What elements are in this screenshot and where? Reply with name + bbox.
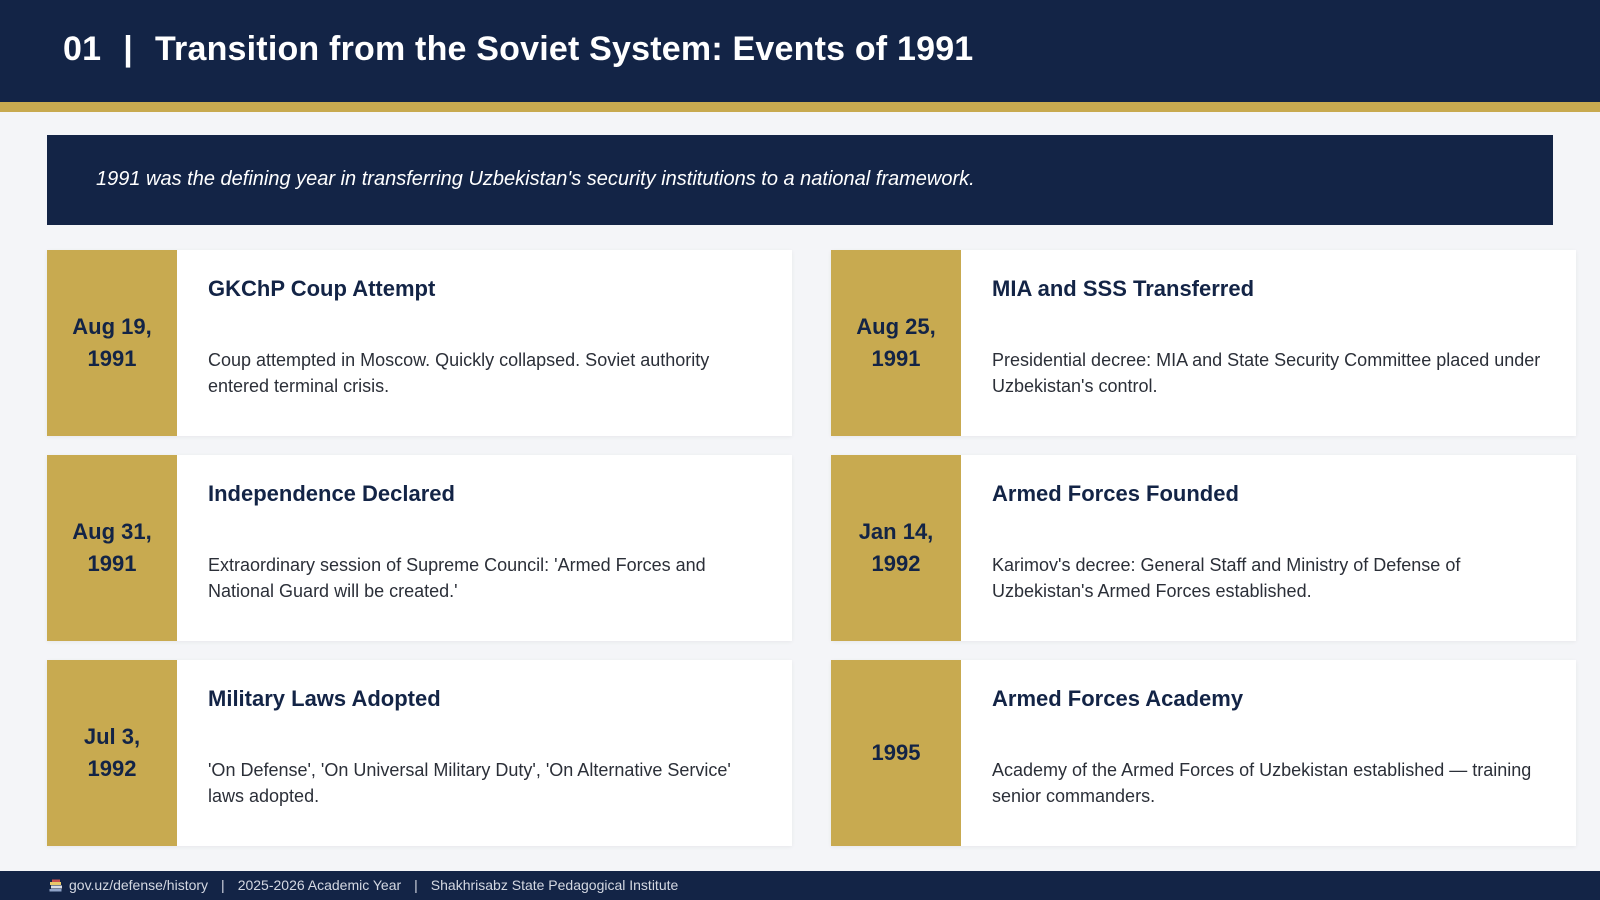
event-date: Aug 19, 1991 [47,250,177,436]
footer-separator: | [414,877,418,893]
event-title: MIA and SSS Transferred [992,276,1255,301]
slide-number: 01 [63,30,102,68]
slide-title [63,30,973,69]
header-accent-stripe [0,102,1600,112]
footer-separator: | [221,877,225,893]
event-date: Jul 3, 1992 [47,660,177,846]
event-title: GKChP Coup Attempt [208,276,436,301]
event-date: Jan 14, 1992 [831,455,961,641]
slide-header [0,0,1600,102]
event-description: 'On Defense', 'On Universal Military Duty', 'On Alternative Service' laws adopted. [208,760,731,806]
event-card [831,455,1576,641]
event-card [47,250,792,436]
summary-banner [47,135,1553,225]
event-description: Coup attempted in Moscow. Quickly collapsed. Soviet authority entered terminal crisis. [208,350,710,396]
event-card [47,455,792,641]
summary-text: 1991 was the defining year in transferring Uzbekistan's security institutions to a national framework. [96,168,975,190]
event-description: Karimov's decree: General Staff and Ministry of Defense of Uzbekistan's Armed Forces established. [992,555,1461,601]
event-date: Aug 25, 1991 [831,250,961,436]
event-card [47,660,792,846]
footer-institute: Shakhrisabz State Pedagogical Institute [430,877,679,893]
event-card [831,660,1576,846]
event-title: Armed Forces Academy [992,686,1244,711]
slide-footer [0,871,1600,900]
footer-academic-year: 2025-2026 Academic Year [237,877,402,893]
event-description: Presidential decree: MIA and State Security Committee placed under Uzbekistan's control. [992,350,1541,396]
event-description: Extraordinary session of Supreme Council: 'Armed Forces and National Guard will be created.' [208,555,706,601]
event-title: Military Laws Adopted [208,686,441,711]
footer-text [49,877,678,893]
footer-source: gov.uz/defense/history [69,877,209,893]
event-description: Academy of the Armed Forces of Uzbekistan established — training senior commanders. [992,760,1532,806]
title-separator: | [123,30,133,68]
event-title: Independence Declared [208,481,455,506]
event-card [831,250,1576,436]
event-title: Armed Forces Founded [992,481,1239,506]
event-date: 1995 [831,660,961,846]
slide-title-text: Transition from the Soviet System: Events of 1991 [154,30,974,68]
event-date: Aug 31, 1991 [47,455,177,641]
books-icon [49,879,63,892]
